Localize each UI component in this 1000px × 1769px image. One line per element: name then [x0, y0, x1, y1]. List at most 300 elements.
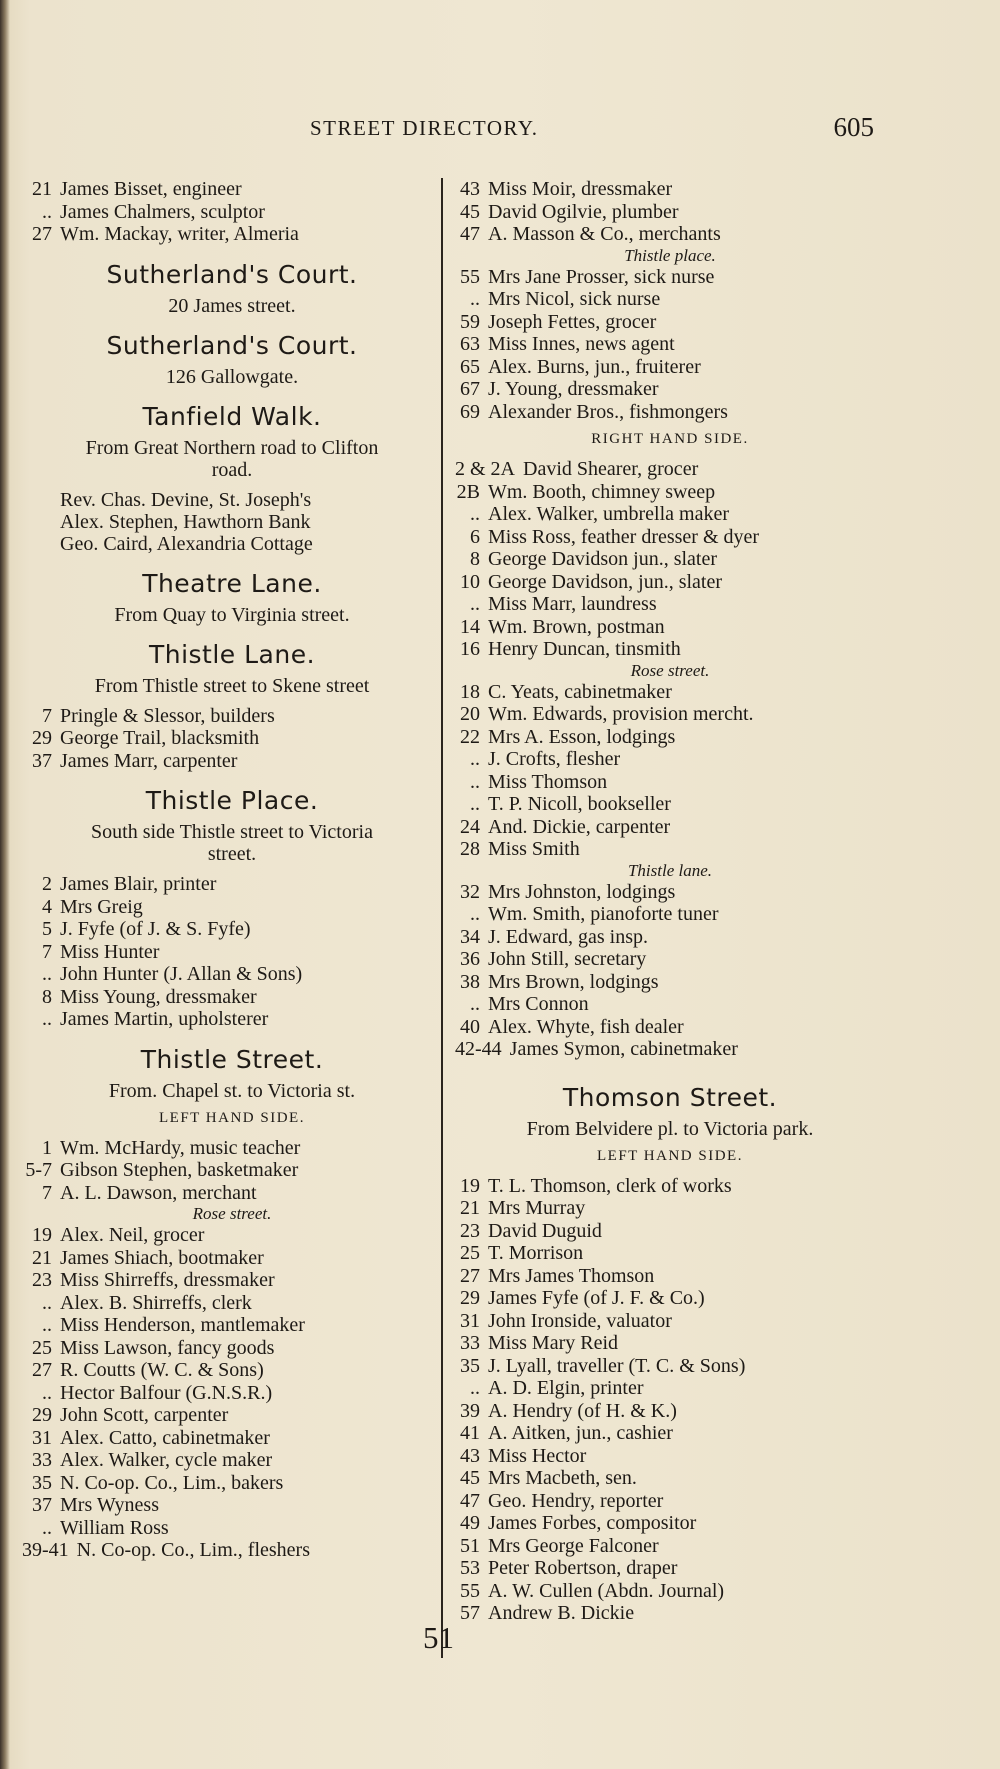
directory-entry	[455, 266, 885, 289]
house-number: ..	[470, 770, 480, 793]
house-number: ..	[470, 748, 480, 770]
house-number: 57	[460, 1602, 480, 1624]
house-number: 19	[460, 1174, 480, 1197]
directory-entry	[22, 1247, 442, 1270]
occupant-name: Mrs George Falconer	[488, 1534, 659, 1557]
directory-entry	[455, 201, 885, 224]
directory-entry	[455, 311, 885, 334]
street-heading: Thistle Place.	[145, 786, 319, 815]
street-heading: Sutherland's Court.	[106, 330, 358, 360]
resident-line: Alex. Stephen, Hawthorn Bank	[60, 510, 311, 533]
house-number: 41	[460, 1422, 480, 1444]
house-number: 35	[460, 1354, 480, 1377]
entry-list	[22, 873, 442, 1031]
directory-entry	[455, 1287, 885, 1310]
directory-entry	[22, 1314, 442, 1337]
resident-line: Geo. Caird, Alexandria Cottage	[60, 532, 313, 555]
occupant-name: David Shearer, grocer	[523, 458, 699, 480]
house-number: 8	[42, 985, 52, 1008]
cross-street: Rose street.	[192, 1204, 272, 1223]
street-description: From. Chapel st. to Victoria st.	[108, 1079, 356, 1102]
cross-street: Thistle place.	[624, 245, 716, 265]
directory-entry	[455, 333, 885, 356]
occupant-name: J. Crofts, flesher	[488, 748, 621, 770]
occupant-name: A. Masson & Co., merchants	[488, 223, 721, 245]
left-column	[22, 178, 442, 1562]
house-number: 8	[470, 548, 480, 570]
entry-list	[455, 881, 885, 1061]
occupant-name: N. Co-op. Co., Lim., bakers	[60, 1471, 284, 1494]
directory-entry	[455, 401, 885, 424]
occupant-name: James Fyfe (of J. F. & Co.)	[488, 1287, 705, 1309]
directory-entry	[455, 816, 885, 839]
occupant-name: T. L. Thomson, clerk of works	[488, 1174, 732, 1197]
entry-list	[22, 178, 442, 246]
directory-entry	[455, 1310, 885, 1333]
directory-entry	[455, 548, 885, 571]
house-number: ..	[470, 903, 480, 925]
street-description: From Thistle street to Skene street	[94, 674, 370, 697]
occupant-name: Wm. Brown, postman	[488, 615, 665, 638]
street-heading: Sutherland's Court.	[106, 259, 358, 289]
directory-entry	[455, 616, 885, 639]
house-number: 49	[460, 1512, 480, 1534]
directory-entry	[22, 1224, 442, 1247]
directory-entry	[22, 1359, 442, 1382]
directory-entry	[455, 571, 885, 594]
occupant-name: Mrs Murray	[488, 1197, 586, 1219]
directory-entry	[22, 918, 442, 941]
directory-entry	[455, 748, 885, 771]
occupant-name: John Still, secretary	[488, 948, 647, 970]
occupant-name: Miss Hector	[488, 1444, 587, 1467]
street-description: From Great Northern road to Clifton	[85, 436, 379, 459]
house-number: 16	[460, 638, 480, 660]
house-number: 21	[32, 1246, 52, 1269]
directory-entry	[455, 1265, 885, 1288]
directory-entry	[455, 526, 885, 549]
house-number: 69	[460, 400, 480, 423]
house-number: 34	[460, 925, 480, 948]
house-number: 2B	[456, 480, 480, 503]
occupant-name: James Forbes, compositor	[488, 1512, 697, 1534]
occupant-name: T. P. Nicoll, bookseller	[488, 793, 671, 815]
house-number: 37	[32, 1494, 52, 1516]
occupant-name: C. Yeats, cabinetmaker	[488, 680, 672, 703]
directory-entry	[455, 681, 885, 704]
house-number: ..	[42, 1008, 52, 1030]
house-number: 5-7	[25, 1159, 52, 1181]
occupant-name: Miss Hunter	[60, 940, 160, 963]
directory-entry	[455, 971, 885, 994]
house-number: 42-44	[455, 1038, 502, 1060]
directory-entry	[22, 1494, 442, 1517]
directory-entry	[455, 1355, 885, 1378]
occupant-name: Henry Duncan, tinsmith	[488, 638, 681, 660]
house-number: 27	[460, 1264, 480, 1287]
occupant-name: T. Morrison	[488, 1242, 584, 1264]
directory-entry	[455, 1400, 885, 1423]
house-number: 10	[460, 570, 480, 593]
occupant-name: Gibson Stephen, basketmaker	[60, 1159, 299, 1181]
occupant-name: Pringle & Slessor, builders	[60, 704, 275, 727]
house-number: 63	[460, 333, 480, 355]
occupant-name: James Martin, upholsterer	[60, 1008, 269, 1030]
house-number: 39-41	[22, 1539, 69, 1561]
cross-street: Thistle lane.	[627, 860, 713, 880]
occupant-name: Joseph Fettes, grocer	[488, 310, 657, 333]
house-number: 59	[460, 310, 480, 333]
occupant-name: Miss Ross, feather dresser & dyer	[488, 525, 760, 548]
directory-entry	[22, 727, 442, 750]
occupant-name: Miss Lawson, fancy goods	[60, 1336, 275, 1359]
entry-list	[22, 705, 442, 773]
entry-list	[455, 266, 885, 424]
occupant-name: Mrs A. Esson, lodgings	[488, 725, 676, 748]
occupant-name: Hector Balfour (G.N.S.R.)	[60, 1381, 273, 1404]
house-number: 29	[32, 727, 52, 749]
resident-line: Rev. Chas. Devine, St. Joseph's	[60, 488, 312, 511]
occupant-name: A. Hendry (of H. & K.)	[488, 1399, 677, 1422]
occupant-name: William Ross	[60, 1516, 169, 1539]
occupant-name: N. Co-op. Co., Lim., fleshers	[76, 1539, 310, 1561]
directory-entry	[455, 378, 885, 401]
house-number: 7	[42, 940, 52, 963]
occupant-name: Wm. Edwards, provision mercht.	[488, 703, 754, 725]
street-heading: Theatre Lane.	[142, 568, 322, 598]
occupant-name: Mrs Johnston, lodgings	[488, 880, 676, 903]
street-description: South side Thistle street to Victoria	[91, 821, 373, 843]
house-number: 6	[470, 525, 480, 548]
house-number: ..	[42, 1381, 52, 1404]
house-number: 1	[42, 1136, 52, 1159]
street-heading: Thistle Street.	[140, 1044, 324, 1074]
house-number: 7	[42, 704, 52, 727]
directory-entry	[455, 1016, 885, 1039]
occupant-name: David Duguid	[488, 1219, 602, 1242]
house-number: ..	[470, 503, 480, 525]
occupant-name: Wm. Booth, chimney sweep	[488, 480, 716, 503]
directory-entry	[455, 993, 885, 1016]
directory-entry	[455, 1197, 885, 1220]
occupant-name: Miss Innes, news agent	[488, 333, 675, 355]
directory-entry	[22, 1517, 442, 1540]
directory-entry	[22, 986, 442, 1009]
house-number: ..	[470, 288, 480, 310]
occupant-name: George Davidson, jun., slater	[488, 570, 723, 593]
occupant-name: Miss Thomson	[488, 770, 608, 793]
house-number: 39	[460, 1399, 480, 1422]
directory-entry	[22, 1539, 442, 1562]
street-description: 20 James street.	[168, 294, 296, 317]
occupant-name: J. Young, dressmaker	[488, 378, 659, 400]
occupant-name: James Bisset, engineer	[60, 178, 242, 200]
directory-entry	[22, 1159, 442, 1182]
occupant-name: Miss Marr, laundress	[488, 593, 657, 615]
house-number: 33	[32, 1449, 52, 1471]
side-label: LEFT HAND SIDE.	[159, 1109, 305, 1126]
directory-entry	[22, 178, 442, 201]
directory-entry	[455, 1175, 885, 1198]
occupant-name: Andrew B. Dickie	[488, 1602, 635, 1624]
directory-entry	[22, 750, 442, 773]
entry-list	[455, 1175, 885, 1625]
house-number: 55	[460, 265, 480, 288]
street-heading: Tanfield Walk.	[142, 401, 322, 431]
street-description: From Belvidere pl. to Victoria park.	[526, 1117, 814, 1140]
directory-entry	[455, 1038, 885, 1061]
occupant-name: George Davidson jun., slater	[488, 548, 718, 570]
occupant-name: John Ironside, valuator	[488, 1309, 672, 1332]
house-number: 31	[460, 1309, 480, 1332]
directory-entry	[455, 1602, 885, 1625]
occupant-name: And. Dickie, carpenter	[488, 815, 671, 838]
house-number: 43	[460, 178, 480, 200]
occupant-name: Alexander Bros., fishmongers	[488, 400, 728, 423]
occupant-name: Wm. Mackay, writer, Almeria	[60, 223, 299, 245]
directory-entry	[455, 223, 885, 246]
house-number: ..	[42, 963, 52, 985]
directory-entry	[455, 1332, 885, 1355]
directory-entry	[455, 288, 885, 311]
house-number: 5	[42, 918, 52, 940]
occupant-name: Alex. Burns, jun., fruiterer	[488, 355, 701, 378]
house-number: ..	[42, 1314, 52, 1336]
house-number: 27	[32, 1359, 52, 1381]
directory-entry	[22, 1472, 442, 1495]
directory-entry	[22, 896, 442, 919]
house-number: 22	[460, 725, 480, 748]
page-number: 605	[833, 112, 874, 142]
house-number: 18	[460, 680, 480, 703]
occupant-name: James Shiach, bootmaker	[60, 1246, 264, 1269]
directory-entry	[22, 963, 442, 986]
occupant-name: J. Fyfe (of J. & S. Fyfe)	[60, 918, 251, 940]
directory-entry	[455, 1445, 885, 1468]
occupant-name: Mrs Nicol, sick nurse	[488, 288, 661, 310]
occupant-name: J. Edward, gas insp.	[488, 925, 648, 948]
occupant-name: Alex. Walker, cycle maker	[60, 1449, 273, 1471]
directory-entry	[22, 1182, 442, 1205]
directory-entry	[22, 223, 442, 246]
house-number: 43	[460, 1444, 480, 1467]
directory-entry	[455, 1242, 885, 1265]
occupant-name: Mrs Brown, lodgings	[488, 970, 659, 993]
directory-entry	[22, 1404, 442, 1427]
occupant-name: Miss Smith	[488, 838, 580, 860]
directory-entry	[22, 1337, 442, 1360]
occupant-name: James Marr, carpenter	[60, 749, 238, 772]
sheet-number: 51	[423, 1620, 454, 1655]
house-number: 23	[32, 1269, 52, 1291]
occupant-name: John Hunter (J. Allan & Sons)	[60, 963, 303, 985]
house-number: 47	[460, 223, 480, 245]
entry-list	[455, 178, 885, 246]
directory-entry	[22, 201, 442, 224]
directory-entry	[455, 948, 885, 971]
house-number: 67	[460, 378, 480, 400]
running-head: STREET DIRECTORY.	[310, 116, 539, 140]
directory-entry	[22, 1292, 442, 1315]
directory-entry	[455, 903, 885, 926]
directory-entry	[455, 178, 885, 201]
house-number: ..	[470, 1377, 480, 1399]
side-label: LEFT HAND SIDE.	[597, 1147, 743, 1164]
directory-entry	[455, 1377, 885, 1400]
house-number: ..	[470, 993, 480, 1015]
house-number: 45	[460, 1467, 480, 1489]
occupant-name: Mrs James Thomson	[488, 1264, 655, 1287]
house-number: ..	[42, 1516, 52, 1539]
entry-list	[22, 1224, 442, 1562]
occupant-name: Mrs Jane Prosser, sick nurse	[488, 265, 715, 288]
house-number: 21	[32, 178, 52, 200]
occupant-name: Alex. Catto, cabinetmaker	[60, 1426, 270, 1449]
directory-entry	[455, 838, 885, 861]
street-description: 126 Gallowgate.	[165, 365, 299, 388]
directory-entry	[22, 1008, 442, 1031]
house-number: 37	[32, 749, 52, 772]
directory-entry	[22, 1137, 442, 1160]
house-number: 53	[460, 1557, 480, 1579]
occupant-name: J. Lyall, traveller (T. C. & Sons)	[488, 1354, 746, 1377]
directory-entry	[455, 881, 885, 904]
right-column	[455, 178, 885, 1625]
occupant-name: James Chalmers, sculptor	[60, 200, 265, 223]
occupant-name: Wm. Smith, pianoforte tuner	[488, 903, 719, 925]
directory-entry	[455, 1512, 885, 1535]
occupant-name: A. W. Cullen (Abdn. Journal)	[488, 1579, 725, 1602]
entry-list	[455, 458, 885, 661]
occupant-name: Alex. B. Shirreffs, clerk	[60, 1291, 252, 1314]
house-number: 14	[460, 615, 480, 638]
entry-list	[455, 681, 885, 861]
directory-entry	[22, 1269, 442, 1292]
occupant-name: Wm. McHardy, music teacher	[60, 1136, 301, 1159]
directory-entry	[455, 703, 885, 726]
occupant-name: Mrs Macbeth, sen.	[488, 1467, 637, 1489]
house-number: 25	[460, 1242, 480, 1264]
house-number: 32	[460, 880, 480, 903]
house-number: ..	[42, 1291, 52, 1314]
house-number: 40	[460, 1015, 480, 1038]
house-number: 33	[460, 1332, 480, 1354]
house-number: 47	[460, 1489, 480, 1512]
directory-entry	[455, 481, 885, 504]
house-number: 51	[460, 1534, 480, 1557]
occupant-name: Geo. Hendry, reporter	[488, 1489, 664, 1512]
house-number: 29	[460, 1287, 480, 1309]
directory-entry	[455, 458, 885, 481]
directory-entry	[455, 356, 885, 379]
street-heading: Thistle Lane.	[148, 639, 316, 669]
house-number: 4	[42, 895, 52, 918]
house-number: ..	[470, 593, 480, 615]
house-number: 28	[460, 838, 480, 860]
house-number: 29	[32, 1404, 52, 1426]
cross-street: Rose street.	[630, 660, 710, 680]
occupant-name: Miss Shirreffs, dressmaker	[60, 1269, 275, 1291]
directory-entry	[455, 771, 885, 794]
directory-entry	[22, 1427, 442, 1450]
occupant-name: A. D. Elgin, printer	[488, 1377, 644, 1399]
directory-entry	[22, 1382, 442, 1405]
occupant-name: James Symon, cabinetmaker	[509, 1038, 738, 1060]
directory-entry	[455, 926, 885, 949]
directory-entry	[455, 1535, 885, 1558]
directory-entry	[455, 593, 885, 616]
street-heading: Thomson Street.	[562, 1082, 778, 1112]
directory-entry	[455, 793, 885, 816]
directory-entry	[455, 1557, 885, 1580]
occupant-name: A. L. Dawson, merchant	[60, 1181, 257, 1204]
occupant-name: John Scott, carpenter	[60, 1404, 229, 1426]
occupant-name: Mrs Wyness	[60, 1494, 159, 1516]
house-number: 36	[460, 948, 480, 970]
occupant-name: David Ogilvie, plumber	[488, 200, 679, 223]
occupant-name: A. Aitken, jun., cashier	[488, 1422, 673, 1444]
house-number: ..	[470, 793, 480, 815]
occupant-name: James Blair, printer	[60, 873, 217, 895]
house-number: 21	[460, 1197, 480, 1219]
house-number: 20	[460, 703, 480, 725]
occupant-name: Mrs Connon	[488, 993, 589, 1015]
occupant-name: Alex. Neil, grocer	[60, 1224, 205, 1246]
side-label: RIGHT HAND SIDE.	[591, 431, 749, 447]
directory-entry	[22, 873, 442, 896]
occupant-name: Miss Moir, dressmaker	[488, 178, 673, 200]
directory-entry	[22, 941, 442, 964]
directory-entry	[455, 1490, 885, 1513]
house-number: 25	[32, 1336, 52, 1359]
directory-entry	[455, 726, 885, 749]
directory-entry	[22, 1449, 442, 1472]
occupant-name: Alex. Whyte, fish dealer	[488, 1015, 684, 1038]
occupant-name: Peter Robertson, draper	[488, 1557, 678, 1579]
occupant-name: Alex. Walker, umbrella maker	[488, 503, 730, 525]
occupant-name: Miss Young, dressmaker	[60, 985, 257, 1008]
house-number: 23	[460, 1219, 480, 1242]
occupant-name: R. Coutts (W. C. & Sons)	[60, 1359, 264, 1381]
directory-entry	[455, 503, 885, 526]
street-description: From Quay to Virginia street.	[114, 603, 350, 626]
directory-entry	[22, 705, 442, 728]
house-number: 38	[460, 970, 480, 993]
house-number: 35	[32, 1471, 52, 1494]
house-number: 55	[460, 1579, 480, 1602]
occupant-name: Miss Mary Reid	[488, 1332, 618, 1354]
house-number: 24	[460, 815, 480, 838]
directory-entry	[455, 638, 885, 661]
house-number: ..	[42, 200, 52, 223]
house-number: 7	[42, 1181, 52, 1204]
directory-entry	[455, 1467, 885, 1490]
house-number: 27	[32, 223, 52, 245]
house-number: 2 & 2A	[455, 458, 515, 480]
occupant-name: Mrs Greig	[60, 895, 143, 918]
street-description: street.	[207, 843, 257, 865]
house-number: 65	[460, 355, 480, 378]
house-number: 2	[42, 873, 52, 895]
street-description: road.	[211, 458, 253, 481]
directory-entry	[455, 1422, 885, 1445]
directory-entry	[455, 1580, 885, 1603]
occupant-name: Miss Henderson, mantlemaker	[60, 1314, 305, 1336]
house-number: 45	[460, 200, 480, 223]
house-number: 19	[32, 1224, 52, 1246]
directory-entry	[455, 1220, 885, 1243]
book-spine-edge	[0, 0, 10, 1769]
